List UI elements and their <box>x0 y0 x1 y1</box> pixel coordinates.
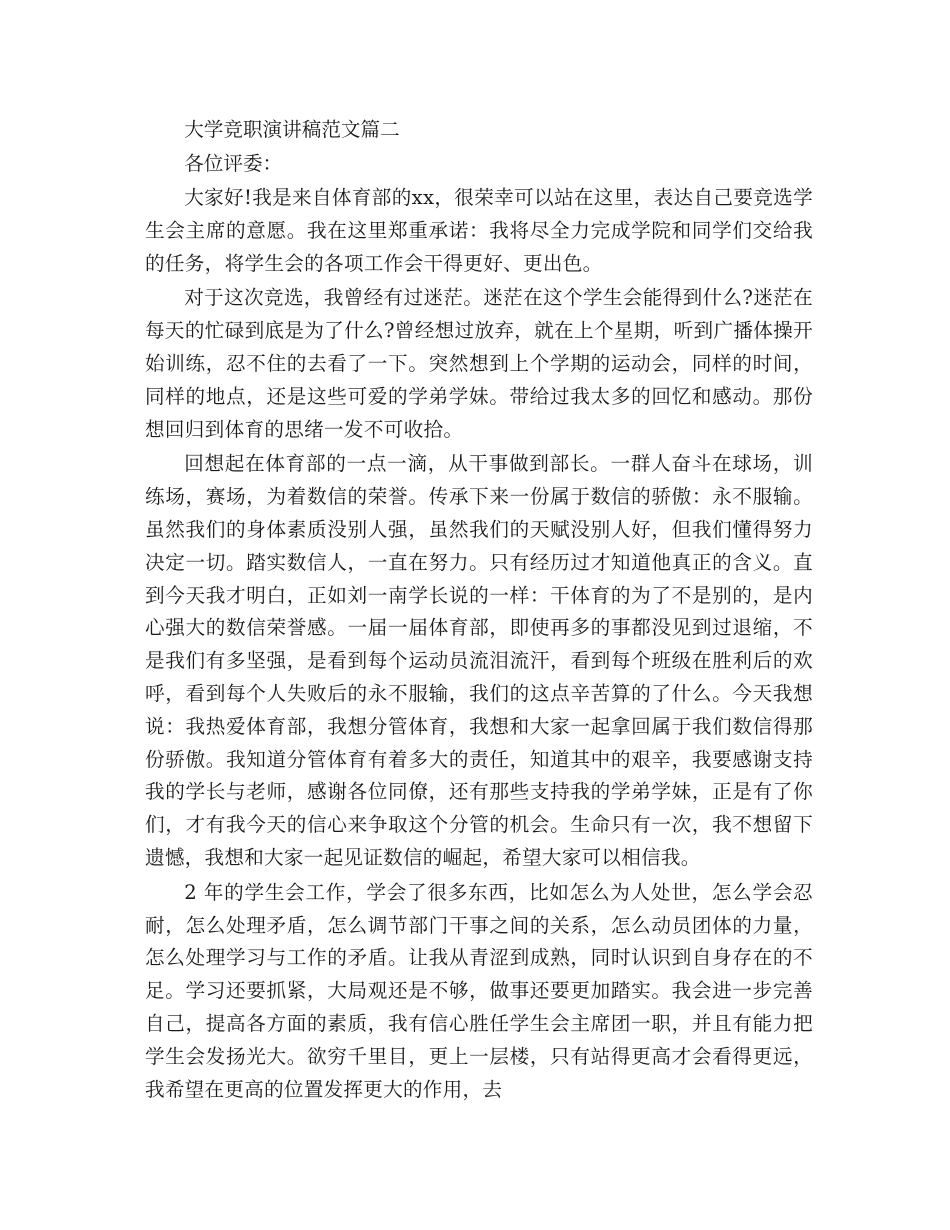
paragraph-3: 回想起在体育部的一点一滴，从干事做到部长。一群人奋斗在球场，训练场，赛场，为着数信的荣誉。传承下来一份属于数信的骄傲：永不服输。虽然我们的身体素质没别人强，虽然我们的天赋没别人好，但我们懂得努力决定一切。踏实数信人，一直在努力。只有经历过才知道他真正的含义。直到今天我才明白，正如刘一南学长说的一样：干体育的为了不是别的，是内心强大的数信荣誉感。一届一届体育部，即使再多的事都没见到过退缩，不是我们有多坚强，是看到每个运动员流泪流汗，看到每个班级在胜利后的欢呼，看到每个人失败后的永不服输，我们的这点辛苦算的了什么。今天我想说：我热爱体育部，我想分管体育，我想和大家一起拿回属于我们数信得那份骄傲。我知道分管体育有着多大的责任，知道其中的艰辛，我要感谢支持我的学长与老师，感谢各位同僚，还有那些支持我的学弟学妹，正是有了你们，才有我今天的信心来争取这个分管的机会。生命只有一次，我不想留下遗憾，我想和大家一起见证数信的崛起，希望大家可以相信我。 <box>145 452 813 869</box>
paragraph-4: 2 年的学生会工作，学会了很多东西，比如怎么为人处世，怎么学会忍耐，怎么处理矛盾，怎么调节部门干事之间的关系，怎么动员团体的力量，怎么处理学习与工作的矛盾。让我从青涩到成熟，同时认识到自身存在的不足。学习还要抓紧，大局观还是不够，做事还要更加踏实。我会进一步完善自己，提高各方面的素质，我有信心胜任学生会主席团一职，并且有能力把学生会发扬光大。欲穷千里目，更上一层楼，只有站得更高才会看得更远，我希望在更高的位置发挥更大的作用，去 <box>145 880 813 1101</box>
paragraph-1: 大家好!我是来自体育部的xx，很荣幸可以站在这里，表达自己要竞选学生会主席的意愿。我在这里郑重承诺：我将尽全力完成学院和同学们交给我的任务，将学生会的各项工作会干得更好、更出色。 <box>145 186 813 275</box>
paragraph-2: 对于这次竞选，我曾经有过迷茫。迷茫在这个学生会能得到什么?迷茫在每天的忙碌到底是为了什么?曾经想过放弃，就在上个星期，听到广播体操开始训练，忍不住的去看了一下。突然想到上个学期的运动会，同样的时间，同样的地点，还是这些可爱的学弟学妹。带给过我太多的回忆和感动。那份想回归到体育的思绪一发不可收拾。 <box>145 286 813 441</box>
salutation: 各位评委： <box>184 152 283 175</box>
document-title: 大学竞职演讲稿范文篇二 <box>184 118 400 141</box>
